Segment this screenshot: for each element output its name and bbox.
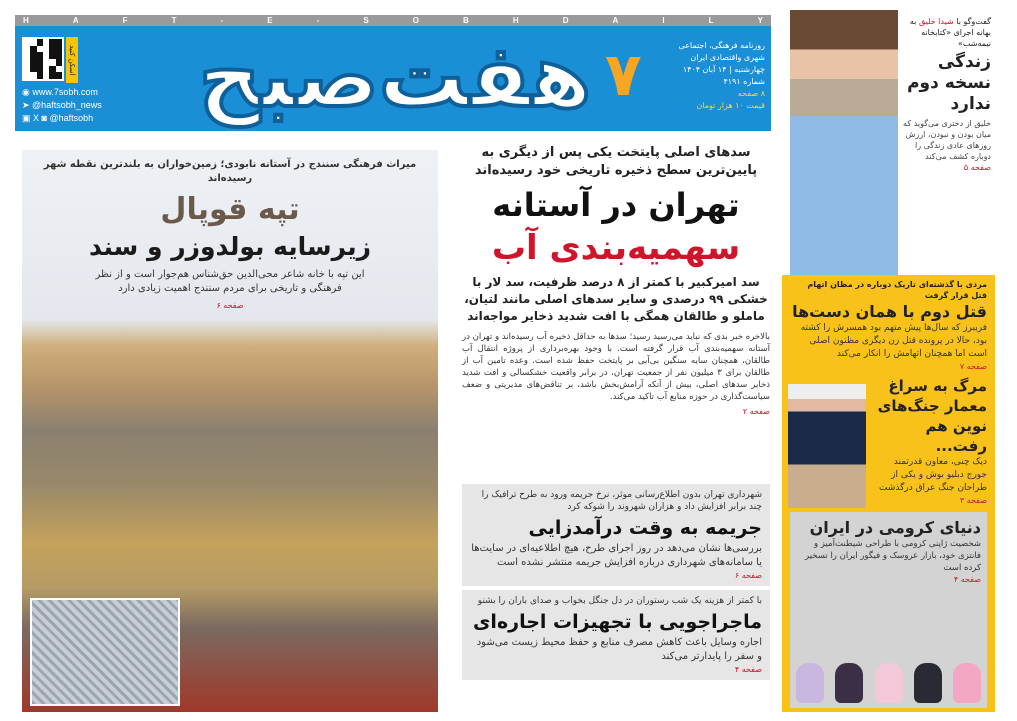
left-subtitle: زیرسایه بولدوزر و سند xyxy=(89,232,371,261)
strip-letter: D xyxy=(562,16,569,25)
qr-code-icon[interactable] xyxy=(22,37,64,81)
murder-story xyxy=(782,275,995,374)
strip-letter: T xyxy=(171,16,177,25)
cheney-story xyxy=(782,374,995,508)
social-handle-link[interactable]: ▣ X ◙ @haftsobh xyxy=(22,113,94,123)
story-lead: دیک چنی، معاون قدرتمند جورج دبلیو بوش و یکی از طراحان جنگ عراق درگذشت xyxy=(878,457,987,493)
website-link[interactable]: ◉ www.7sobh.com xyxy=(22,87,98,97)
main-kicker: سدهای اصلی پایتخت یکی پس از دیگری به پایین‌ترین سطح ذخیره تاریخی خود رسیده‌اند xyxy=(474,145,758,178)
story-box-fine xyxy=(462,484,770,586)
strip-letter: S xyxy=(363,16,369,25)
main-headline: تهران در آستانه xyxy=(492,186,740,224)
strip-letter: A xyxy=(612,16,619,25)
telegram-link[interactable]: ➤ @haftsobh_news xyxy=(22,100,102,110)
strip-letter: A xyxy=(72,16,79,25)
interview-photo xyxy=(790,10,898,275)
story-title[interactable]: دنیای کرومی در ایران xyxy=(809,518,981,537)
logo-number: ۷ xyxy=(605,40,642,110)
story-lead: بررسی‌ها نشان می‌دهد در روز اجرای طرح، هیچ اطلاعیه‌ای در سایت‌ها یا سامانه‌های شهرداری درباره افزایش جریمه منتشر نشده است xyxy=(471,543,762,568)
strip-letter: E xyxy=(267,16,273,25)
left-story xyxy=(22,158,438,311)
strip-letter: Y xyxy=(757,16,763,25)
news-photo xyxy=(788,384,866,508)
story-title[interactable]: ماجراجویی با تجهیزات اجاره‌ای xyxy=(473,611,762,633)
page-ref[interactable]: صفحه ۶ xyxy=(734,571,762,580)
page-count: ۸ صفحه xyxy=(737,89,765,98)
strip-letter: - xyxy=(220,16,224,25)
story-kicker: شهرداری تهران بدون اطلاع‌رسانی موثر، نرخ جریمه ورود به طرح ترافیک را چند برابر افزایش داد و هزاران شهروند را شوکه کرد xyxy=(481,490,762,512)
strip-letter: F xyxy=(122,16,128,25)
figurine-image xyxy=(953,663,981,703)
strip-letter: L xyxy=(708,16,714,25)
interview-lead: خلیق از دختری می‌گوید که میان بودن و نبودن، ارزش روزهای عادی زندگی را دوباره کشف می‌کند xyxy=(903,119,991,161)
strip-letter: H xyxy=(512,16,519,25)
figurine-image xyxy=(835,663,863,703)
story-lead: اجاره وسایل باعث کاهش مصرف منابع و حفظ محیط زیست می‌شود و سفر را پایدارتر می‌کند xyxy=(476,637,762,662)
main-lead: سد امیرکبیر با کمتر از ۸ درصد ظرفیت، سد لار با خشکی ۹۹ درصدی و سایر سدهای اصلی مانند لتیان، ماملو و طالقان همگی با افت شدید ذخایر مواجه‌اند xyxy=(464,275,768,323)
interview-kicker: گفت‌وگو با شیدا خلیق به بهانه اجرای «کتابخانه نیمه‌شب» xyxy=(909,17,991,48)
issue-info xyxy=(655,40,765,112)
page-ref[interactable]: صفحه ۲ xyxy=(742,407,770,416)
interview-section xyxy=(782,10,995,275)
story-lead: شخصیت ژاپنی کرومی با طراحی شیطنت‌آمیز و فانتزی خود، بازار عروسک و فیگور ایران را تسخیر کرده است xyxy=(805,539,981,573)
issue-date: چهارشنبه | ۱۴ آبان ۱۴۰۴ xyxy=(682,65,765,74)
newspaper-logo: هفت‌صبح xyxy=(198,27,592,127)
page-ref[interactable]: صفحه ۴ xyxy=(953,575,981,584)
social-links xyxy=(22,86,102,125)
story-title[interactable]: قتل دوم با همان دست‌ها xyxy=(792,302,987,321)
main-headline-red: سهمیه‌بندی آب xyxy=(491,228,741,268)
story-box-camping xyxy=(462,590,770,680)
qr-tag: اسکن کنید xyxy=(66,37,78,83)
page-ref[interactable]: صفحه ۷ xyxy=(959,362,987,371)
strip-letter: I xyxy=(662,16,665,25)
main-story xyxy=(462,144,770,417)
map-inset xyxy=(30,598,180,706)
interview-title[interactable]: زندگی نسخه دوم ندارد xyxy=(907,52,991,114)
story-kicker: مردی با گذشته‌ای تاریک دوباره در مظان اتهام قتل قرار گرفت xyxy=(807,280,987,300)
page-ref[interactable]: صفحه ۳ xyxy=(959,496,987,505)
info-line: شهری واقتصادی ایران xyxy=(690,53,765,62)
strip-letter: O xyxy=(412,16,419,25)
page-ref[interactable]: صفحه ۶ xyxy=(216,301,244,310)
story-title[interactable]: مرگ به سراغ معمار جنگ‌های نوین هم رفت... xyxy=(877,377,987,455)
left-lead: این تپه با خانه شاعر محی‌الدین حق‌شناس هم‌جوار است و از نظر فرهنگی و تاریخی برای مردم سنندج اهمیت زیادی دارد xyxy=(95,269,365,294)
strip-letter: H xyxy=(23,16,29,25)
story-title[interactable]: جریمه به وقت درآمدزایی xyxy=(528,517,762,539)
kuromi-story-box xyxy=(790,512,987,708)
story-lead: فریبرز که سال‌ها پیش متهم بود همسرش را کشته بود، حالا در پرونده قتل زن دیگری مظنون اصلی است اما همچنان اتهامش را انکار می‌کند xyxy=(800,323,987,359)
figurine-image xyxy=(914,663,942,703)
issue-number: شماره ۴۱۹۱ xyxy=(723,77,765,86)
sidebar-column xyxy=(782,10,995,712)
info-line: روزنامه فرهنگی، اجتماعی xyxy=(678,41,765,50)
page-ref[interactable]: صفحه ۵ xyxy=(963,163,991,172)
main-body: بالاخره خبر بدی که نباید می‌رسید رسید؛ سدها به حداقل ذخیره آب رسیده‌اند و تهران در آستانه سهمیه‌بندی آب قرار گرفته است. با وجود بهره‌برداری از پروژه انتقال آب طالقان، همچنان سایه سنگین بی‌آبی بر پایتخت حفظ شده است. وعده تامین آب از طالقان برای ۳ میلیون نفر از جمعیت تهران، در برابر واقعیت خشکسالی و افت شدید ذخایر سدهای اصلی، بیش از آنکه آرامش‌بخش باشد، بر تناقض‌های مدیریتی و ضعف سیاست‌گذاری در حوزه منابع آب تاکید می‌کند. xyxy=(462,332,770,402)
figurine-image xyxy=(796,663,824,703)
story-boxes xyxy=(462,484,770,680)
page-ref[interactable]: صفحه ۴ xyxy=(734,665,762,674)
strip-letter: - xyxy=(316,16,320,25)
left-kicker: میراث فرهنگی سنندج در آستانه نابودی؛ زمین‌خواران به بلندترین نقطه شهر رسیده‌اند xyxy=(43,159,417,184)
figurine-image xyxy=(875,663,903,703)
strip-letter: B xyxy=(463,16,469,25)
story-kicker: با کمتر از هزینه یک شب رستوران در دل جنگل بخواب و صدای باران را بشنو xyxy=(477,596,762,606)
price: قیمت ۱۰ هزار تومان xyxy=(696,101,765,110)
left-title: تپه قوپال xyxy=(160,192,300,227)
figurine-row xyxy=(796,663,981,703)
